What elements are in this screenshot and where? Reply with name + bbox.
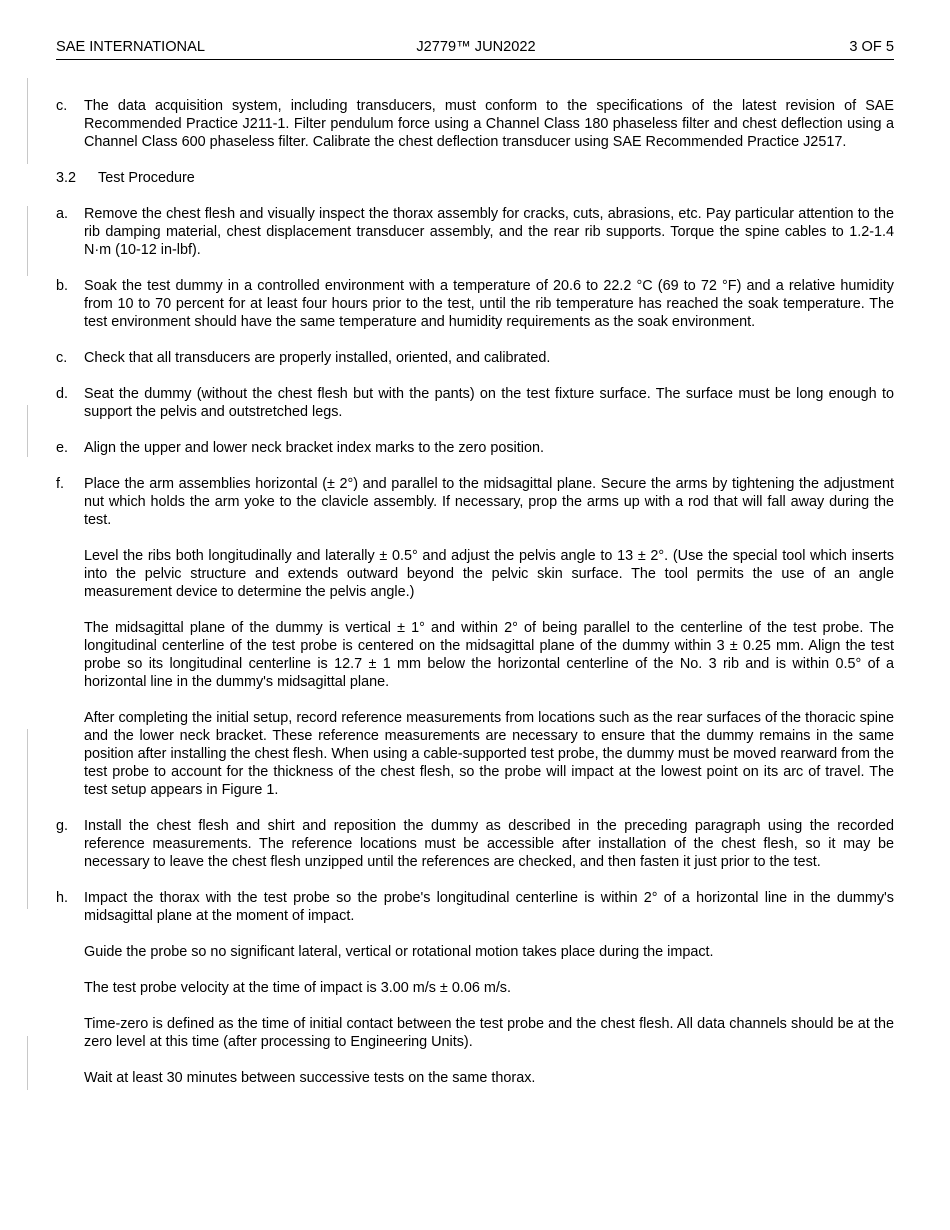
list-marker: c.	[56, 98, 68, 114]
header-document-id	[56, 38, 894, 56]
document-body	[56, 97, 894, 1105]
header-page-number: 3 OF 5	[849, 39, 894, 55]
revision-bar	[27, 405, 28, 457]
paragraph: Align the upper and lower neck bracket index marks to the zero position.	[84, 440, 544, 456]
paragraph: Check that all transducers are properly installed, oriented, and calibrated.	[84, 350, 551, 366]
paragraph: The data acquisition system, including transducers, must conform to the specifications of the latest revision of SAE Recommended Practice J211-1. Filter pendulum force using a Channel Class 180 phaseless filter and chest deflection using a Channel Class 600 phaseless filter. Calibrate the chest deflection transducer using SAE Recommended Practice J2517.	[84, 98, 894, 150]
paragraph: Level the ribs both longitudinally and laterally ± 0.5° and adjust the pelvis angle to 13 ± 2°. (Use the special tool which inserts into the pelvic structure and extends outward beyond the pelvic skin surface. The tool permits the use of an angle measurement device to determine the pelvis angle.)	[84, 548, 894, 600]
revision-bar	[27, 729, 28, 909]
list-marker: c.	[56, 350, 68, 366]
list-item-f	[56, 475, 894, 799]
list-item-g	[56, 817, 894, 871]
list-item-c	[56, 349, 894, 367]
revision-bar	[27, 78, 28, 164]
list-item-d	[56, 385, 894, 421]
paragraph: Remove the chest flesh and visually inspect the thorax assembly for cracks, cuts, abrasions, etc. Pay particular attention to the rib damping material, chest displacement transducer assembly, and the rear rib supports. Torque the spine cables to 1.2-1.4 N·m (10-12 in-lbf).	[84, 206, 894, 258]
list-item-h	[56, 889, 894, 1087]
header-document-id-text: J2779™ JUN2022	[416, 39, 536, 55]
paragraph: Install the chest flesh and shirt and reposition the dummy as described in the preceding paragraph using the recorded reference measurements. The reference locations must be accessible after installation of the chest flesh, so it may be necessary to leave the chest flesh unzipped until the references are checked, and then fasten it just prior to the test.	[84, 818, 894, 870]
paragraph: Wait at least 30 minutes between successive tests on the same thorax.	[84, 1070, 536, 1086]
list-marker: a.	[56, 206, 69, 222]
section-number: 3.2	[56, 170, 77, 186]
list-marker: b.	[56, 278, 69, 294]
paragraph: After completing the initial setup, record reference measurements from locations such as the rear surfaces of the thoracic spine and the lower neck bracket. These reference measurements are necessary to ensure that the dummy remains in the same position after installing the chest flesh. When using a cable-supported test probe, the dummy must be moved rearward from the test probe to account for the thickness of the chest flesh, so the probe will impact at the lowest point on its arc of travel. The test setup appears in Figure 1.	[84, 710, 894, 798]
paragraph: Place the arm assemblies horizontal (± 2°) and parallel to the midsagittal plane. Secure the arms by tightening the adjustment nut which holds the arm yoke to the clavicle assembly. If necessary, prop the arms up with a rod that will fall away during the test.	[84, 476, 894, 528]
paragraph: Soak the test dummy in a controlled environment with a temperature of 20.6 to 22.2 °C (69 to 72 °F) and a relative humidity from 10 to 70 percent for at least four hours prior to the test, until the rib temperature has reached the soak temperature. The test environment should have the same temperature and humidity requirements as the soak environment.	[84, 278, 894, 330]
section-title: Test Procedure	[98, 170, 195, 186]
paragraph: Time-zero is defined as the time of initial contact between the test probe and the chest flesh. All data channels should be at the zero level at this time (after processing to Engineering Units).	[84, 1016, 894, 1050]
list-marker: f.	[56, 476, 64, 492]
paragraph: Seat the dummy (without the chest flesh but with the pants) on the test fixture surface. The surface must be long enough to support the pelvis and outstretched legs.	[84, 386, 894, 420]
list-marker: e.	[56, 440, 69, 456]
page-header	[56, 38, 894, 60]
list-item-a	[56, 205, 894, 259]
revision-bar	[27, 206, 28, 276]
header-organization: SAE INTERNATIONAL	[56, 39, 205, 55]
paragraph: The midsagittal plane of the dummy is vertical ± 1° and within 2° of being parallel to the centerline of the test probe. The longitudinal centerline of the test probe is centered on the midsagittal plane of the dummy within 3 ± 0.25 mm. Align the test probe so its longitudinal centerline is 12.7 ± 1 mm below the horizontal centerline of the No. 3 rib and is within 0.5° of a horizontal line in the dummy's midsagittal plane.	[84, 620, 894, 690]
list-item-e	[56, 439, 894, 457]
revision-bar	[27, 1036, 28, 1090]
list-marker: g.	[56, 818, 69, 834]
list-marker: h.	[56, 890, 69, 906]
paragraph: Impact the thorax with the test probe so the probe's longitudinal centerline is within 2° of a horizontal line in the dummy's midsagittal plane at the moment of impact.	[84, 890, 894, 924]
list-item-c-requirements	[56, 97, 894, 151]
paragraph: The test probe velocity at the time of impact is 3.00 m/s ± 0.06 m/s.	[84, 980, 512, 996]
list-item-b	[56, 277, 894, 331]
paragraph: Guide the probe so no significant lateral, vertical or rotational motion takes place during the impact.	[84, 944, 714, 960]
list-marker: d.	[56, 386, 69, 402]
section-heading	[56, 169, 894, 187]
